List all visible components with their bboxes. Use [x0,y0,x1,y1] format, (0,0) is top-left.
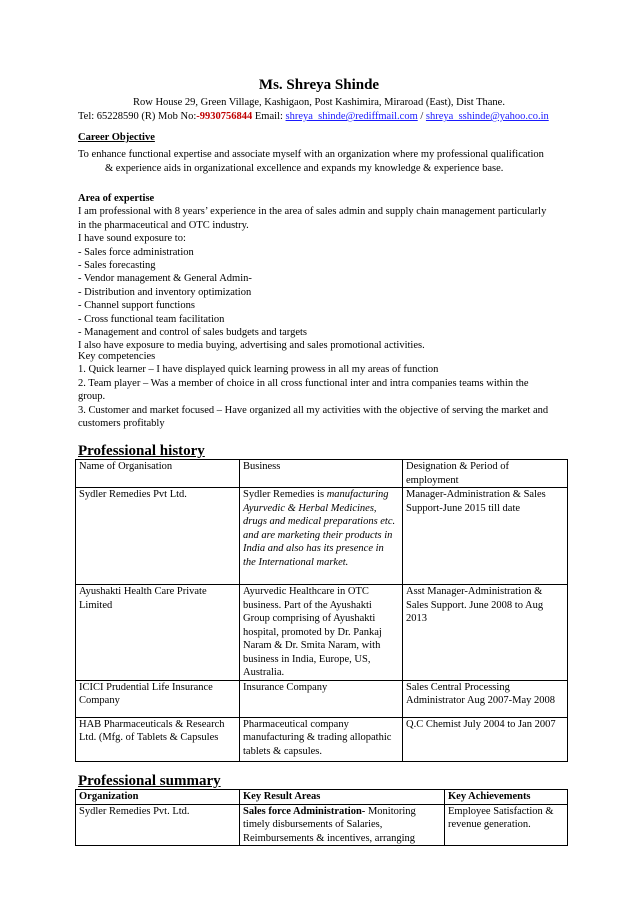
career-objective-line-2: & experience aids in organizational excellence and expands my knowledge & experience base. [105,162,504,174]
key-result-areas-cell [240,804,445,846]
key-achievements-cell: Employee Satisfaction & revenue generation. [445,804,568,846]
competency-line: group. [78,391,106,403]
expertise-line: - Distribution and inventory optimization [78,286,252,298]
competencies-section [78,350,568,430]
designation-cell: Sales Central Processing Administrator Aug 2007-May 2008 [403,680,568,717]
candidate-name: Ms. Shreya Shinde [258,77,380,93]
career-objective-line-1: To enhance functional expertise and associate myself with an organization where my professional qualification [78,149,544,161]
mobile-number: -9930756844 [196,111,253,122]
competency-line: 2. Team player – Was a member of choice in all cross functional inter and intra companies teams within the [78,377,529,389]
expertise-line: I have sound exposure to: [78,233,186,245]
business-cell [240,488,403,585]
table-row [76,488,568,585]
contact-line [78,111,549,122]
expertise-line: - Sales force administration [78,246,194,258]
designation-cell: Q.C Chemist July 2004 to Jan 2007 [403,717,568,761]
business-cell: Pharmaceutical company manufacturing & trading allopathic tablets & capsules. [240,717,403,761]
business-cell: Ayurvedic Healthcare in OTC business. Part of the Ayushakti Group comprising of Ayushakti hospital, promoted by Dr. Pankaj Naram & Dr. Smita Naram, with business in India, Europe, US, Australia. [240,585,403,681]
professional-history-table [75,459,568,762]
business-text-italic: manufacturing Ayurvedic & Herbal Medicines, drugs and medical preparations etc. and are marketing their products in India and also has its presence in the International market. [243,489,396,568]
kra-heading: Sales force Administration- [243,805,366,817]
column-header: Organization [76,790,240,805]
designation-cell: Asst Manager-Administration & Sales Support. June 2008 to Aug 2013 [403,585,568,681]
expertise-line: - Cross functional team facilitation [78,313,225,325]
expertise-line: in the pharmaceutical and OTC industry. [78,219,249,231]
organization-cell: Sydler Remedies Pvt. Ltd. [76,804,240,846]
professional-history-title: Professional history [78,443,205,459]
expertise-heading: Area of expertise [78,193,155,204]
expertise-line: - Vendor management & General Admin- [78,273,252,285]
organisation-cell: ICICI Prudential Life Insurance Company [76,680,240,717]
expertise-line: - Management and control of sales budgets and targets [78,327,307,339]
email-link-rediffmail[interactable]: shreya_shinde@rediffmail.com [285,111,418,122]
competency-line: 1. Quick learner – I have displayed quick learning prowess in all my areas of function [78,364,439,376]
business-text: Sydler Remedies is [243,489,327,500]
business-cell: Insurance Company [240,680,403,717]
column-header: Name of Organisation [76,460,240,488]
table-row [76,804,568,846]
column-header: Key Achievements [445,790,568,805]
email-separator: / [417,111,426,122]
organisation-cell: Ayushakti Health Care Private Limited [76,585,240,681]
professional-summary-table [75,789,568,846]
telephone-text: Tel: 65228590 (R) Mob No: [78,111,197,122]
address-line: Row House 29, Green Village, Kashigaon, Post Kashimira, Miraroad (East), Dist Thane. [133,97,505,108]
expertise-section [78,192,568,353]
expertise-line: I am professional with 8 years’ experience in the area of sales admin and supply chain management particularly [78,206,547,218]
professional-summary-title: Professional summary [78,773,221,789]
competencies-heading: Key competencies [78,351,156,362]
table-header-row [76,790,568,805]
table-row [76,585,568,681]
career-objective-heading: Career Objective [78,132,155,143]
competency-line: 3. Customer and market focused – Have organized all my activities with the objective of serving the market and [78,404,549,416]
expertise-line: - Sales forecasting [78,260,156,272]
expertise-line: - Channel support functions [78,300,195,312]
email-link-yahoo[interactable]: shreya_sshinde@yahoo.co.in [425,111,549,122]
column-header: Designation & Period of employment [403,460,568,488]
organisation-cell: Sydler Remedies Pvt Ltd. [76,488,240,585]
column-header: Key Result Areas [240,790,445,805]
organisation-cell: HAB Pharmaceuticals & Research Ltd. (Mfg. of Tablets & Capsules [76,717,240,761]
table-header-row [76,460,568,488]
email-label: Email: [252,111,286,122]
column-header: Business [240,460,403,488]
designation-cell: Manager-Administration & Sales Support-June 2015 till date [403,488,568,585]
expertise-line: I also have exposure to media buying, advertising and sales promotional activities. [78,340,425,352]
kra-text: Monitoring timely disbursements of Salaries, Reimbursements & incentives, arranging [243,805,416,844]
career-objective-section [78,131,568,175]
table-row [76,680,568,717]
competency-line: customers profitably [78,418,165,430]
table-row [76,717,568,761]
